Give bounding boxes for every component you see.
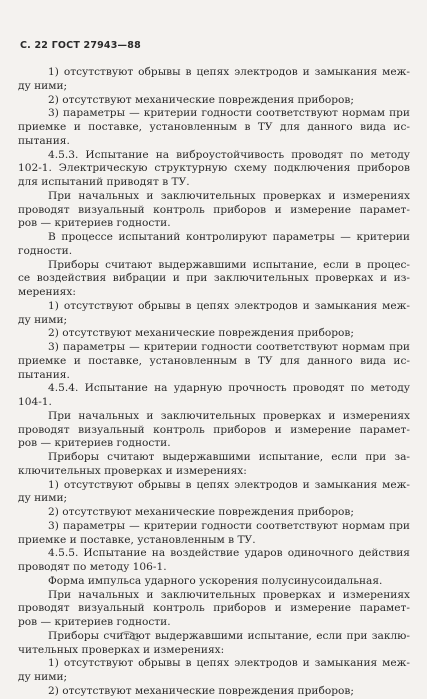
text-line: 4.5.3. Испытание на виброустойчивость проводят по методу (48, 148, 410, 161)
text-line: 104-1. (18, 396, 52, 408)
text-line: Приборы считают выдержавшими испытание, если в процес- (48, 258, 410, 271)
page-header: С. 22 ГОСТ 27943—88 (20, 40, 141, 51)
text-line: 3) параметры — критерии годности соответствуют нормам при (48, 107, 410, 120)
text-line: В процессе испытаний контролируют параметры — критерии (48, 231, 410, 243)
margin-mark (118, 629, 142, 643)
text-line: ду ними; (18, 79, 68, 92)
text-line: 2) отсутствуют механические повреждения приборов; (48, 93, 354, 106)
text-line: ров — критериев годности. (18, 217, 171, 230)
text-line: 4.5.5. Испытание на воздействие ударов одиночного действия (48, 547, 410, 560)
text-line: ду ними; (18, 671, 68, 683)
text-line: для испытаний приводят в ТУ. (18, 176, 190, 188)
text-line: При начальных и заключительных проверках и измерениях (48, 189, 410, 202)
text-line: проводят визуальный контроль приборов и измерение парамет- (18, 602, 410, 615)
text-line: ров — критериев годности. (18, 616, 171, 628)
text-line: 2) отсутствуют механические повреждения приборов; (48, 684, 354, 697)
text-line: 4.5.4. Испытание на ударную прочность проводят по методу (48, 382, 410, 395)
text-line: ключительных проверках и измерениях: (18, 464, 247, 477)
text-line: ду ними; (18, 492, 68, 505)
text-line: се воздействия вибрации и при заключительных проверках и из- (18, 272, 410, 285)
text-line: 2) отсутствуют механические повреждения приборов; (48, 327, 354, 340)
text-line: ду ними; (18, 313, 68, 326)
text-line: 1) отсутствуют обрывы в цепях электродов и замыкания меж- (48, 299, 410, 312)
text-line: 3) параметры — критерии годности соответствуют нормам при (48, 341, 410, 353)
text-line: пытания. (18, 368, 70, 381)
text-line: ров — критериев годности. (18, 437, 171, 450)
text-line: пытания. (18, 134, 70, 147)
text-line: 2) отсутствуют механические повреждения приборов; (48, 506, 354, 518)
text-line: проводят визуальный контроль приборов и измерение парамет- (18, 203, 410, 216)
text-line: 3) параметры — критерии годности соответствуют нормам при (48, 519, 410, 532)
text-line: приемке и поставке, установленным в ТУ для данного вида ис- (18, 354, 410, 367)
text-line: проводят визуальный контроль приборов и измерение парамет- (18, 423, 410, 436)
text-line: Форма импульса ударного ускорения полусинусоидальная. (48, 574, 383, 587)
text-line: 1) отсутствуют обрывы в цепях электродов и замыкания меж- (48, 478, 410, 491)
text-line: годности. (18, 244, 73, 257)
text-line: 1) отсутствуют обрывы в цепях электродов и замыкания меж- (48, 657, 410, 670)
text-line: 102-1. Электрическую структурную схему подключения приборов (18, 162, 410, 175)
text-line: проводят по методу 106-1. (18, 561, 167, 573)
text-line: Приборы считают выдержавшими испытание, если при за- (48, 451, 410, 463)
text-line: приемке и поставке, установленным в ТУ для данного вида ис- (18, 121, 410, 133)
text-line: При начальных и заключительных проверках и измерениях (48, 409, 410, 422)
text-line: чительных проверках и измерениях: (18, 643, 225, 656)
body-text (18, 66, 410, 699)
text-line: При начальных и заключительных проверках и измерениях (48, 588, 410, 601)
text-line: приемке и поставке, установленным в ТУ. (18, 533, 256, 546)
text-line: 1) отсутствуют обрывы в цепях электродов и замыкания меж- (48, 66, 410, 78)
text-line: мерениях: (18, 286, 76, 298)
text-line: Приборы считают выдержавшими испытание, если при заклю- (48, 629, 410, 642)
